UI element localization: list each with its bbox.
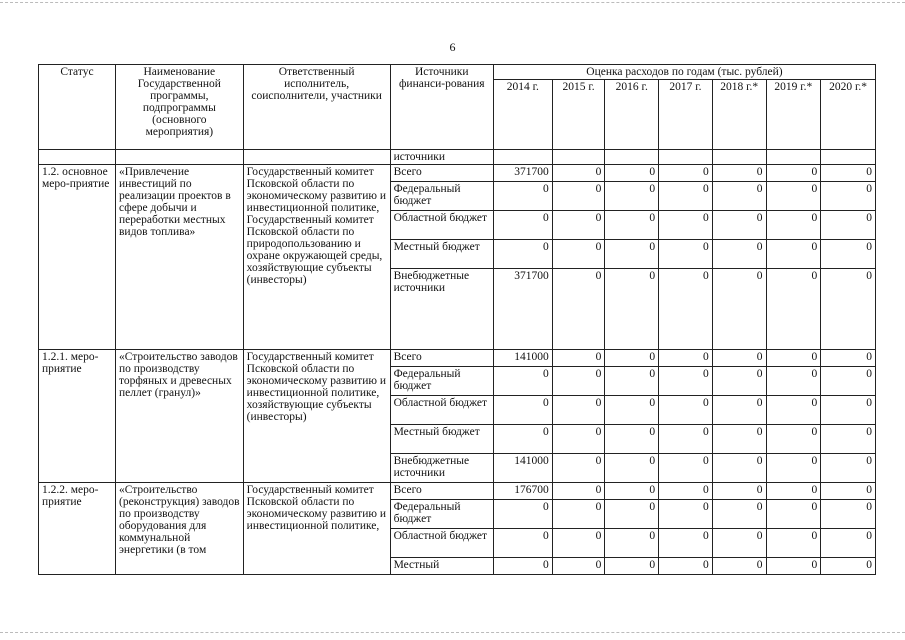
amount-cell: 0	[659, 454, 713, 483]
amount-cell: 0	[712, 396, 766, 425]
header-sources: Источники финанси-рования	[390, 65, 493, 150]
header-year: 2015 г.	[552, 80, 605, 150]
amount-cell: 0	[552, 269, 605, 350]
funding-source: Областной бюджет	[390, 529, 493, 558]
amount-cell: 0	[821, 396, 876, 425]
amount-cell: 0	[766, 211, 821, 240]
amount-cell: 0	[605, 529, 659, 558]
amount-cell: 0	[712, 500, 766, 529]
amount-cell: 0	[766, 240, 821, 269]
header-program: Наименование Государственной программы, подпрограммы (основного мероприятия)	[116, 65, 244, 150]
funding-source: Местный бюджет	[390, 240, 493, 269]
amount-cell: 0	[766, 500, 821, 529]
group-status: 1.2. основное меро-приятие	[39, 165, 116, 350]
amount-cell: 0	[821, 500, 876, 529]
funding-source: Федеральный бюджет	[390, 500, 493, 529]
amount-cell: 0	[493, 558, 552, 575]
amount-cell: 0	[552, 558, 605, 575]
amount-cell: 0	[766, 529, 821, 558]
amount-cell: 0	[766, 182, 821, 211]
amount-cell: 176700	[493, 483, 552, 500]
funding-source: Местный бюджет	[390, 425, 493, 454]
amount-cell: 0	[605, 240, 659, 269]
amount-cell: 0	[659, 165, 713, 182]
amount-cell: 0	[493, 367, 552, 396]
amount-cell: 0	[712, 240, 766, 269]
funding-source: Областной бюджет	[390, 211, 493, 240]
amount-cell: 141000	[493, 454, 552, 483]
header-estimate: Оценка расходов по годам (тыс. рублей)	[493, 65, 875, 80]
amount-cell: 0	[766, 165, 821, 182]
amount-cell: 0	[766, 396, 821, 425]
amount-cell: 0	[821, 269, 876, 350]
budget-table	[38, 64, 876, 575]
amount-cell: 0	[605, 367, 659, 396]
funding-source: Внебюджетные источники	[390, 454, 493, 483]
continuation-row	[39, 150, 876, 165]
funding-source: Федеральный бюджет	[390, 367, 493, 396]
amount-cell: 0	[552, 182, 605, 211]
amount-cell: 0	[766, 350, 821, 367]
amount-cell: 0	[659, 367, 713, 396]
amount-cell: 0	[821, 529, 876, 558]
amount-cell: 0	[712, 558, 766, 575]
amount-cell: 0	[659, 558, 713, 575]
amount-cell: 0	[712, 454, 766, 483]
amount-cell: 0	[552, 396, 605, 425]
amount-cell: 0	[659, 182, 713, 211]
group-status: 1.2.1. меро-приятие	[39, 350, 116, 483]
amount-cell: 371700	[493, 165, 552, 182]
header-row	[39, 65, 876, 80]
amount-cell: 0	[659, 529, 713, 558]
amount-cell: 0	[493, 182, 552, 211]
amount-cell: 0	[493, 529, 552, 558]
amount-cell: 0	[552, 454, 605, 483]
amount-cell: 0	[659, 396, 713, 425]
header-status: Статус	[39, 65, 116, 150]
amount-cell: 0	[552, 500, 605, 529]
amount-cell: 0	[712, 529, 766, 558]
amount-cell: 0	[712, 350, 766, 367]
amount-cell: 0	[605, 211, 659, 240]
header-year: 2018 г.*	[712, 80, 766, 150]
amount-cell: 0	[821, 558, 876, 575]
amount-cell: 0	[712, 165, 766, 182]
amount-cell: 0	[605, 396, 659, 425]
group-executor: Государственный комитет Псковской области по экономическому развитию и инвестиционной политике,	[243, 483, 390, 575]
amount-cell: 0	[659, 425, 713, 454]
amount-cell: 371700	[493, 269, 552, 350]
amount-cell: 0	[766, 558, 821, 575]
scan-bottom-edge	[0, 632, 905, 633]
amount-cell: 0	[605, 558, 659, 575]
amount-cell: 0	[821, 240, 876, 269]
amount-cell: 0	[493, 240, 552, 269]
funding-source: Внебюджетные источники	[390, 269, 493, 350]
group-status: 1.2.2. меро-приятие	[39, 483, 116, 575]
group-name: «Привлечение инвестиций по реализации проектов в сфере добычи и переработки местных видов топлива»	[116, 165, 244, 350]
amount-cell: 0	[821, 483, 876, 500]
amount-cell: 0	[605, 454, 659, 483]
header-executor: Ответственный исполнитель, соисполнители, участники	[243, 65, 390, 150]
funding-source: Областной бюджет	[390, 396, 493, 425]
amount-cell: 0	[659, 500, 713, 529]
continuation-source: источники	[390, 150, 493, 165]
amount-cell: 0	[712, 483, 766, 500]
amount-cell: 0	[605, 165, 659, 182]
header-year: 2014 г.	[493, 80, 552, 150]
amount-cell: 0	[493, 396, 552, 425]
amount-cell: 0	[605, 483, 659, 500]
amount-cell: 0	[605, 269, 659, 350]
amount-cell: 0	[605, 500, 659, 529]
amount-cell: 0	[712, 425, 766, 454]
amount-cell: 0	[552, 350, 605, 367]
group-name: «Строительство заводов по производству торфяных и древесных пеллет (гранул)»	[116, 350, 244, 483]
funding-source: Местный	[390, 558, 493, 575]
amount-cell: 0	[821, 350, 876, 367]
page-number: 6	[449, 40, 456, 54]
amount-cell: 0	[821, 182, 876, 211]
amount-cell: 0	[821, 367, 876, 396]
funding-source: Всего	[390, 165, 493, 182]
amount-cell: 0	[605, 425, 659, 454]
amount-cell: 0	[766, 367, 821, 396]
amount-cell: 0	[659, 240, 713, 269]
amount-cell: 0	[493, 425, 552, 454]
amount-cell: 141000	[493, 350, 552, 367]
funding-source: Всего	[390, 350, 493, 367]
amount-cell: 0	[552, 240, 605, 269]
header-year: 2016 г.	[605, 80, 659, 150]
amount-cell: 0	[712, 211, 766, 240]
amount-cell: 0	[659, 350, 713, 367]
amount-cell: 0	[766, 425, 821, 454]
amount-cell: 0	[821, 165, 876, 182]
scan-top-edge	[0, 2, 905, 3]
amount-cell: 0	[821, 211, 876, 240]
header-year: 2019 г.*	[766, 80, 821, 150]
amount-cell: 0	[766, 269, 821, 350]
amount-cell: 0	[712, 182, 766, 211]
amount-cell: 0	[493, 211, 552, 240]
group-executor: Государственный комитет Псковской области по экономическому развитию и инвестиционной политике, Государственный комитет Псковской области по природопользованию и охране окружающей среды, хозяйствующие субъекты (инвесторы)	[243, 165, 390, 350]
header-year: 2017 г.	[659, 80, 713, 150]
amount-cell: 0	[605, 350, 659, 367]
amount-cell: 0	[712, 367, 766, 396]
group-name: «Строительство (реконструкция) заводов по производству оборудования для коммунальной энергетики (в том	[116, 483, 244, 575]
amount-cell: 0	[552, 483, 605, 500]
funding-source: Федеральный бюджет	[390, 182, 493, 211]
table-row	[39, 483, 876, 500]
amount-cell: 0	[659, 269, 713, 350]
amount-cell: 0	[766, 454, 821, 483]
amount-cell: 0	[552, 165, 605, 182]
amount-cell: 0	[552, 529, 605, 558]
amount-cell: 0	[605, 182, 659, 211]
amount-cell: 0	[659, 483, 713, 500]
table-row	[39, 350, 876, 367]
amount-cell: 0	[493, 500, 552, 529]
amount-cell: 0	[821, 425, 876, 454]
header-year: 2020 г.*	[821, 80, 876, 150]
group-executor: Государственный комитет Псковской области по экономическому развитию и инвестиционной политике, хозяйствующие субъекты (инвесторы)	[243, 350, 390, 483]
amount-cell: 0	[821, 454, 876, 483]
amount-cell: 0	[766, 483, 821, 500]
table-row	[39, 165, 876, 182]
amount-cell: 0	[552, 367, 605, 396]
amount-cell: 0	[552, 211, 605, 240]
funding-source: Всего	[390, 483, 493, 500]
amount-cell: 0	[552, 425, 605, 454]
amount-cell: 0	[659, 211, 713, 240]
amount-cell: 0	[712, 269, 766, 350]
